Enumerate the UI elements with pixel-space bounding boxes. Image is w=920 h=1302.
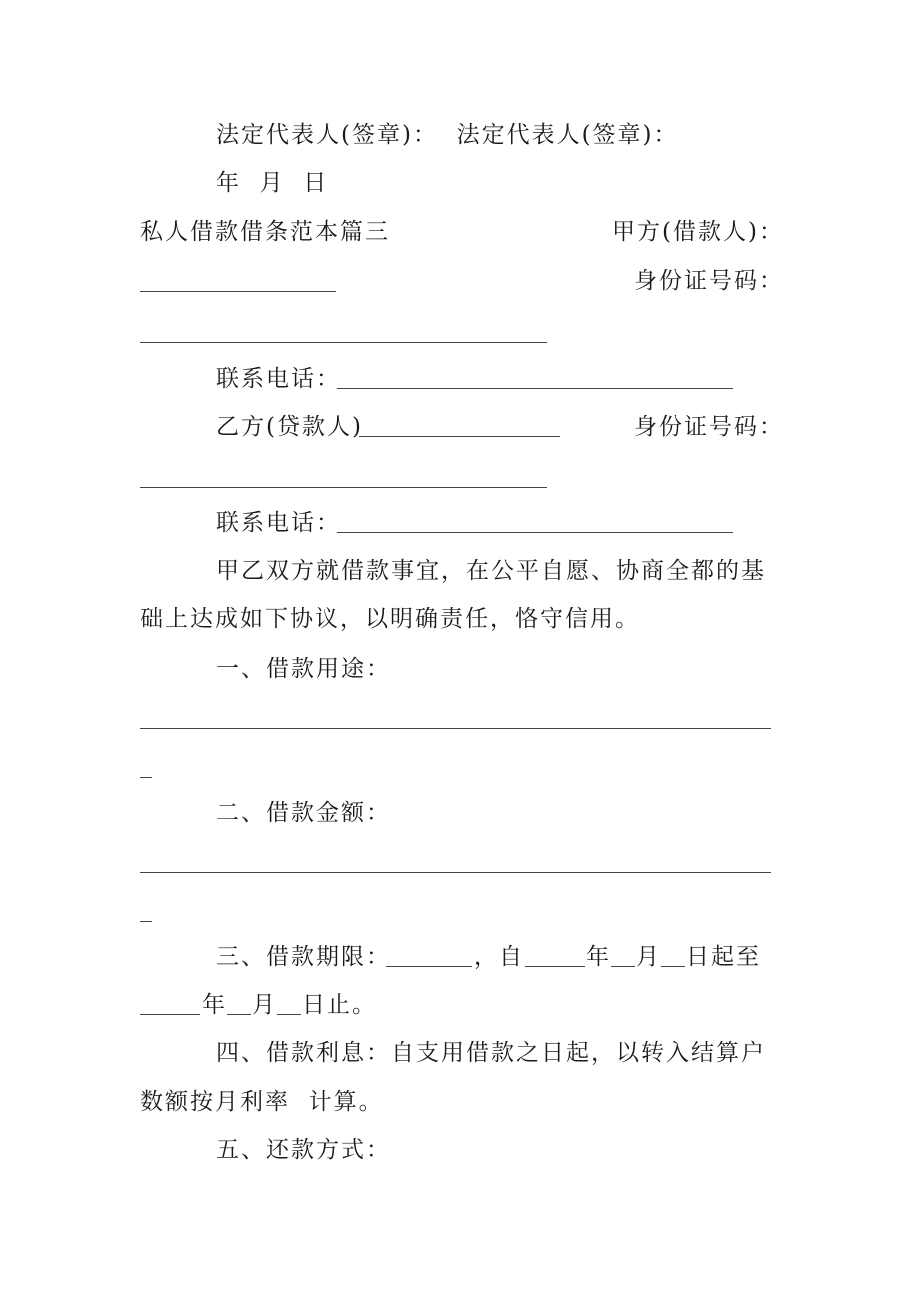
- party-a-id-label: 身份证号码：: [634, 268, 784, 294]
- date-line: 年 月 日: [216, 170, 329, 196]
- signature-line: 法定代表人(签章)： 法定代表人(签章)：: [216, 122, 679, 148]
- item-3-duration-blank: [386, 966, 472, 967]
- item-2-title: 二、借款金额：: [216, 800, 391, 826]
- item-3-end-month-blank: [227, 1014, 251, 1015]
- party-b-phone-blank: [337, 532, 733, 533]
- party-b-id-label: 身份证号码：: [634, 414, 784, 440]
- item-1-title: 一、借款用途：: [216, 656, 391, 682]
- party-a-name-blank: [140, 291, 336, 292]
- item-5-title: 五、还款方式：: [216, 1137, 391, 1163]
- item-3-month-text: 月: [636, 944, 661, 970]
- item-3-end-day-text: 日止。: [302, 992, 377, 1018]
- item-3-year-text: 年: [586, 944, 611, 970]
- item-3-end-day-blank: [277, 1014, 301, 1015]
- item-3-day-start-text: 日起至: [686, 944, 761, 970]
- item-2-blank: [140, 872, 771, 873]
- item-3-end-month-text: 月: [252, 992, 277, 1018]
- item-3-label: 三、借款期限：: [216, 944, 391, 970]
- item-3-from-text: ，自: [474, 944, 524, 970]
- item-4-line-2: 数额按月利率 计算。: [140, 1089, 384, 1115]
- party-b-name-blank: [359, 436, 560, 437]
- item-3-start-month-blank: [611, 966, 635, 967]
- intro-paragraph-line-2: 础上达成如下协议，以明确责任，恪守信用。: [140, 606, 640, 632]
- item-3-start-day-blank: [661, 966, 685, 967]
- item-3-end-year-text: 年: [202, 992, 227, 1018]
- item-1-blank: [140, 728, 771, 729]
- item-1-blank-tail: [140, 777, 152, 778]
- party-b-phone-label: 联系电话：: [216, 510, 341, 536]
- item-2-blank-tail: [140, 921, 152, 922]
- item-4-line-1: 四、借款利息：自支用借款之日起，以转入结算户: [216, 1040, 766, 1066]
- party-a-phone-label: 联系电话：: [216, 366, 341, 392]
- party-a-label: 甲方(借款人)：: [612, 219, 784, 245]
- party-b-label: 乙方(贷款人): [216, 414, 363, 440]
- item-3-end-year-blank: [140, 1014, 200, 1015]
- section-title: 私人借款借条范本篇三: [140, 219, 390, 245]
- party-a-phone-blank: [337, 388, 733, 389]
- item-3-start-year-blank: [525, 966, 585, 967]
- party-b-id-blank: [140, 487, 547, 488]
- intro-paragraph-line-1: 甲乙双方就借款事宜，在公平自愿、协商全都的基: [216, 558, 766, 584]
- party-a-id-blank: [140, 342, 547, 343]
